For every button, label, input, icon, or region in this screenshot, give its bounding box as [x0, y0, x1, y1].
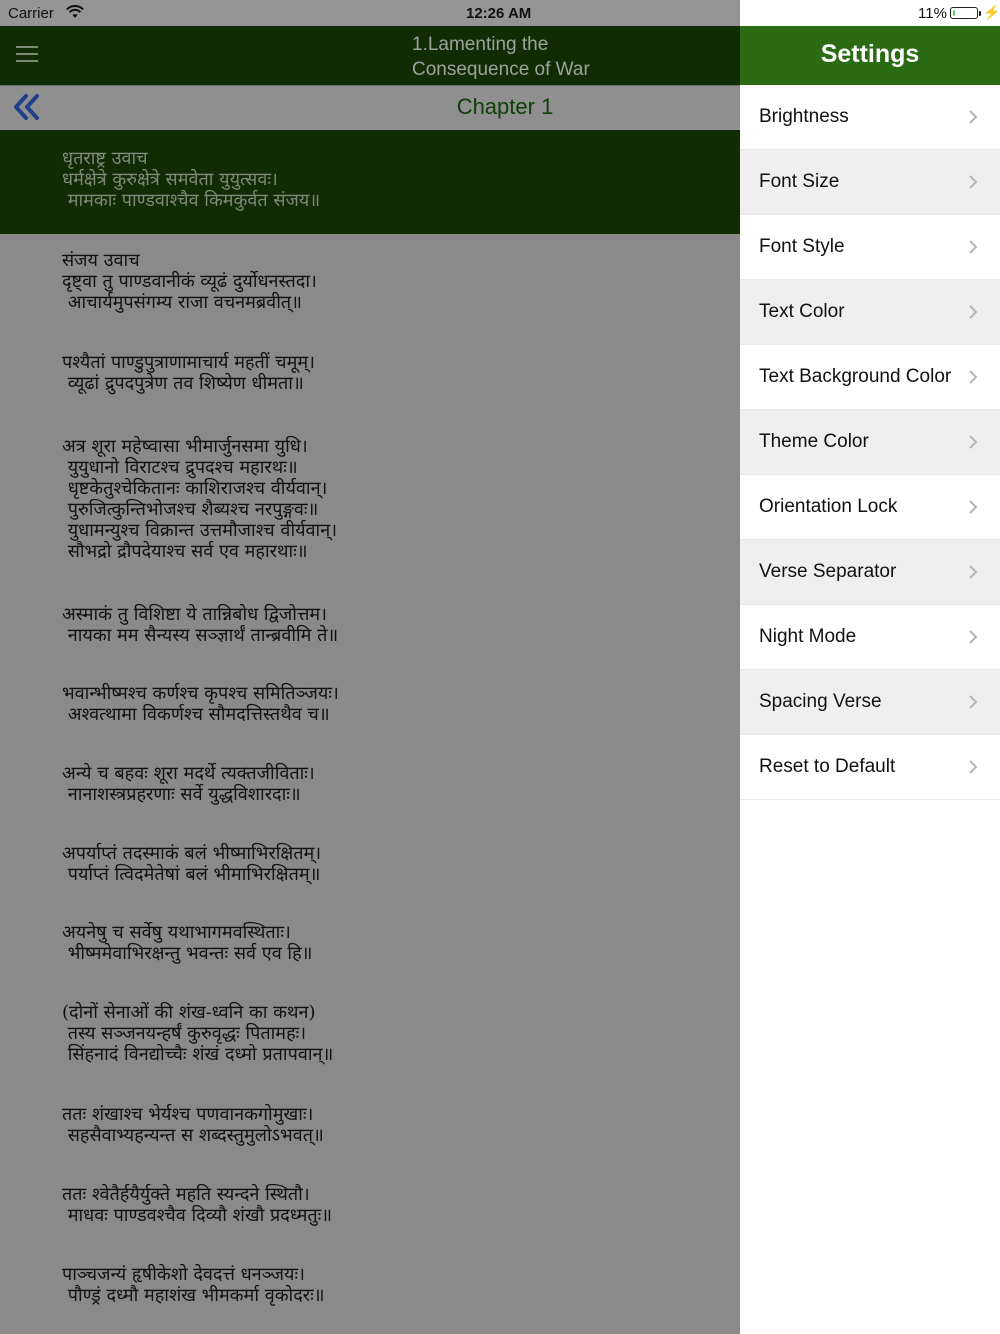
- settings-item-spacing-verse[interactable]: [740, 670, 1000, 735]
- clock: 12:26 AM: [466, 5, 532, 22]
- chevron-right-icon: [968, 564, 978, 580]
- settings-item-label: Verse Separator: [759, 561, 897, 582]
- settings-item-font-style[interactable]: [740, 215, 1000, 280]
- verse-7[interactable]: अन्ये च बहवः शूरा मदर्थे त्यक्तजीविताः। नानाशस्त्रप्रहरणाः सर्वे युद्धविशारदाः॥: [62, 763, 315, 805]
- settings-item-label: Theme Color: [759, 431, 869, 452]
- chevron-right-icon: [968, 109, 978, 125]
- settings-item-night-mode[interactable]: [740, 605, 1000, 670]
- verse-3[interactable]: पश्यैतां पाण्डुपुत्राणामाचार्य महतीं चमूम्। व्यूढां द्रुपदपुत्रेण तव शिष्येण धीमता॥: [62, 352, 315, 394]
- chapter-title: Chapter 1: [456, 94, 554, 119]
- verse-4[interactable]: अत्र शूरा महेष्वासा भीमार्जुनसमा युधि। युयुधानो विराटश्च द्रुपदश्च महारथः॥ धृष्टकेतुश्चेकितानः काशिराजश्च वीर्यवान्। पुरुजित्कुन्तिभोजश्च शैब्यश्च नरपुङ्गवः॥ युधामन्युश्च विक्रान्त उत्तमौजाश्च वीर्यवान्। सौभद्रो द्रौपदेयाश्च सर्व एव महारथाः॥: [62, 436, 338, 562]
- settings-item-label: Text Background Color: [759, 366, 952, 387]
- settings-item-label: Spacing Verse: [759, 691, 882, 712]
- hamburger-menu-icon[interactable]: [16, 46, 38, 64]
- chapter-name-line1: 1.Lamenting the: [412, 34, 549, 55]
- verse-8[interactable]: अपर्याप्तं तदस्माकं बलं भीष्माभिरक्षितम्। पर्याप्तं त्विदमेतेषां बलं भीमाभिरक्षितम्॥: [62, 843, 322, 885]
- carrier-label: Carrier: [8, 5, 54, 22]
- settings-item-label: Font Style: [759, 236, 845, 257]
- verse-11[interactable]: ततः शंखाश्च भेर्यश्च पणवानकगोमुखाः। सहसैवाभ्यहन्यन्त स शब्दस्तुमुलोऽभवत्॥: [62, 1104, 324, 1146]
- verse-10[interactable]: (दोनों सेनाओं की शंख-ध्वनि का कथन) तस्य सञ्जनयन्हर्षं कुरुवृद्धः पितामहः। सिंहनादं विनद्योच्चैः शंखं दध्मो प्रतापवान्॥: [62, 1002, 334, 1065]
- settings-item-label: Text Color: [759, 301, 845, 322]
- settings-title: Settings: [820, 40, 920, 68]
- settings-item-orientation-lock[interactable]: [740, 475, 1000, 540]
- battery-percent: 11%: [918, 5, 947, 22]
- battery-nub: [979, 11, 981, 16]
- settings-item-label: Reset to Default: [759, 756, 896, 777]
- wifi-icon: [66, 5, 84, 19]
- battery-fill: [953, 10, 955, 16]
- verse-12[interactable]: ततः श्वेतैर्हयैर्युक्ते महति स्यन्दने स्थितौ। माधवः पाण्डवश्चैव दिव्यौ शंखौ प्रदध्मतुः॥: [62, 1184, 333, 1226]
- settings-item-reset-to-default[interactable]: [740, 735, 1000, 800]
- verse-9[interactable]: अयनेषु च सर्वेषु यथाभागमवस्थिताः। भीष्ममेवाभिरक्षन्तु भवन्तः सर्व एव हि॥: [62, 922, 313, 964]
- settings-item-brightness[interactable]: [740, 85, 1000, 150]
- status-bar: [0, 0, 1000, 26]
- battery-icon: [950, 7, 978, 19]
- chevron-right-icon: [968, 759, 978, 775]
- settings-item-label: Orientation Lock: [759, 496, 898, 517]
- chevron-right-icon: [968, 629, 978, 645]
- chevron-right-icon: [968, 369, 978, 385]
- settings-item-label: Night Mode: [759, 626, 857, 647]
- settings-item-font-size[interactable]: [740, 150, 1000, 215]
- charging-bolt-icon: ⚡: [983, 4, 1000, 20]
- verse-1[interactable]: धृतराष्ट्र उवाच धर्मक्षेत्रे कुरुक्षेत्रे समवेता युयुत्सवः। मामकाः पाण्डवाश्चैव किमकुर्वत संजय॥: [62, 148, 321, 211]
- settings-header: [740, 26, 1000, 85]
- chevron-right-icon: [968, 174, 978, 190]
- verse-5[interactable]: अस्माकं तु विशिष्टा ये तान्निबोध द्विजोत्तम। नायका मम सैन्यस्य सञ्ज्ञार्थं तान्ब्रवीमि ते॥: [62, 604, 339, 646]
- settings-panel: [740, 26, 1000, 1334]
- chapter-name-line2: Consequence of War: [412, 59, 590, 80]
- settings-item-text-background-color[interactable]: [740, 345, 1000, 410]
- settings-item-label: Font Size: [759, 171, 840, 192]
- verse-6[interactable]: भवान्भीष्मश्च कर्णश्च कृपश्च समितिञ्जयः। अश्वत्थामा विकर्णश्च सौमदत्तिस्तथैव च॥: [62, 683, 339, 725]
- verse-2[interactable]: संजय उवाच दृष्ट्वा तु पाण्डवानीकं व्यूढं दुर्योधनस्तदा। आचार्यमुपसंगम्य राजा वचनमब्रवीत्॥: [62, 250, 317, 313]
- settings-item-verse-separator[interactable]: [740, 540, 1000, 605]
- chevron-right-icon: [968, 434, 978, 450]
- settings-item-label: Brightness: [759, 106, 849, 127]
- chevron-right-icon: [968, 239, 978, 255]
- chevron-right-icon: [968, 499, 978, 515]
- chevron-right-icon: [968, 304, 978, 320]
- status-bar-left-bg: [0, 0, 740, 26]
- chapter-name-title: [412, 32, 652, 82]
- verse-13[interactable]: पाञ्चजन्यं हृषीकेशो देवदत्तं धनञ्जयः। पौण्ड्रं दध्मौ महाशंख भीमकर्मा वृकोदरः॥: [62, 1264, 325, 1306]
- settings-item-theme-color[interactable]: [740, 410, 1000, 475]
- settings-item-text-color[interactable]: [740, 280, 1000, 345]
- chevron-right-icon: [968, 694, 978, 710]
